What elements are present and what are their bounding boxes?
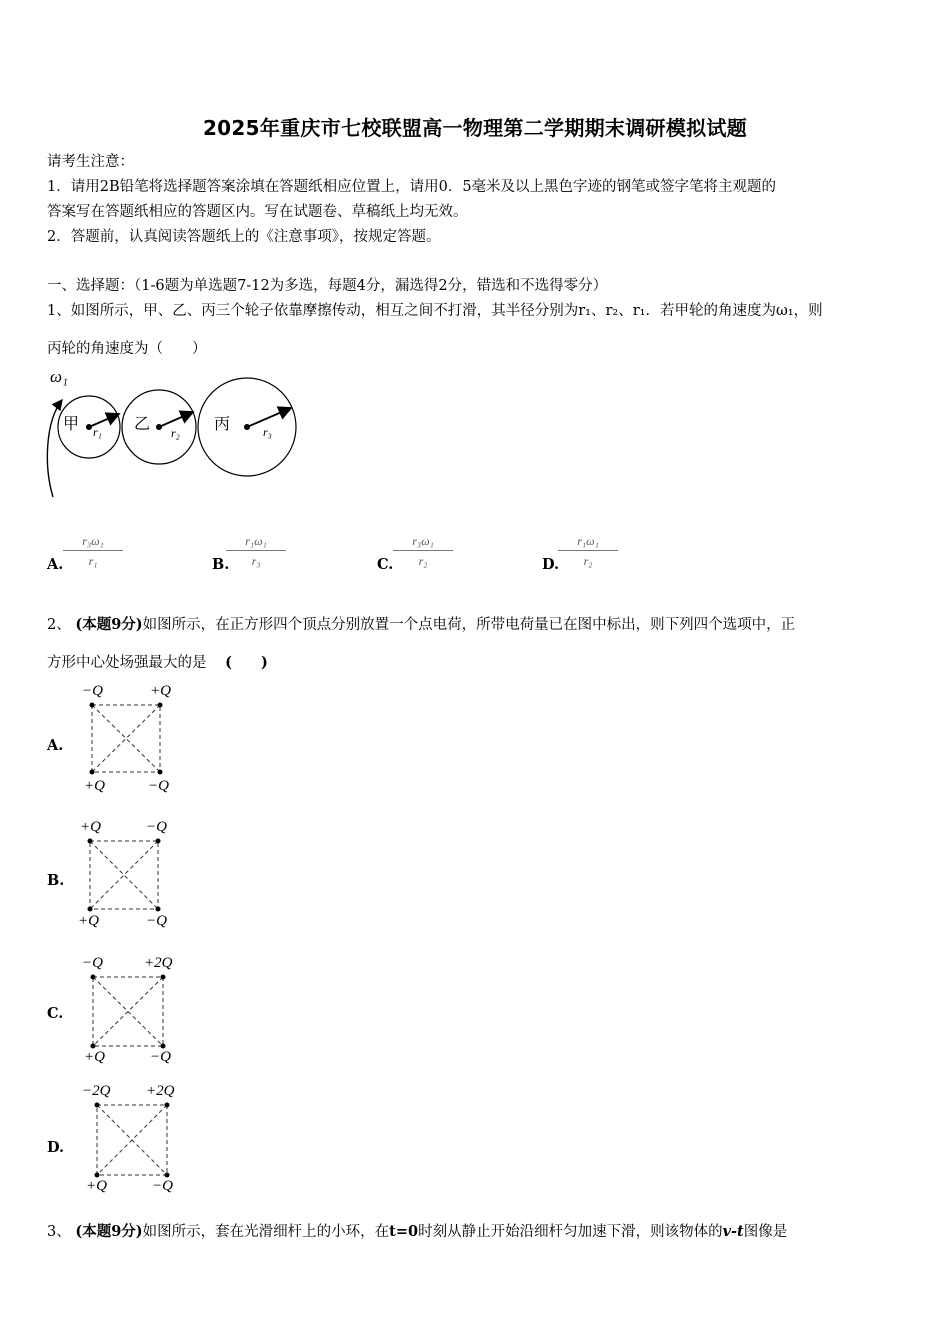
wheel-yi-radius: r₂ xyxy=(171,426,180,440)
section-heading: 一、选择题：（1-6题为单选题7-12为多选，每题4分，漏选得2分，错选和不选得零分） xyxy=(47,278,608,294)
q2-stem-text: 如图所示，在正方形四个顶点分别放置一个点电荷，所带电荷量已在图中标出，则下列四个选项中，正 xyxy=(142,617,796,633)
q1-option-c-num: r₃ω₁ xyxy=(393,534,453,551)
q2-b-top-left-charge: +Q xyxy=(80,819,101,835)
q1-option-a-fraction[interactable] xyxy=(63,534,123,569)
q2-option-d-label[interactable]: D. xyxy=(47,1139,65,1156)
q3-vt: v-t xyxy=(722,1223,744,1240)
q2-c-top-right-charge: +2Q xyxy=(144,955,173,971)
q2-b-top-right-charge: −Q xyxy=(146,819,167,835)
q3-t0: t=0 xyxy=(389,1223,419,1240)
q1-option-b-den: r₃ xyxy=(251,554,261,568)
notice-item-1-line-1: 1．请用2B铅笔将选择题答案涂填在答题纸相应位置上，请用0．5毫米及以上黑色字迹的钢笔或签字笔将主观题的 xyxy=(47,179,777,195)
q2-d-top-right-charge: +2Q xyxy=(146,1083,175,1099)
wheel-bing-radius: r₃ xyxy=(263,425,272,439)
q2-d-bottom-right-charge: −Q xyxy=(152,1178,173,1194)
q1-option-c-den: r₂ xyxy=(418,554,428,568)
q1-option-a-label[interactable]: A. xyxy=(47,556,64,573)
q2-a-square[interactable] xyxy=(86,699,166,779)
wheel-yi-name: 乙 xyxy=(134,416,151,433)
q2-c-bottom-left-charge: +Q xyxy=(84,1049,105,1065)
page-title: 2025年重庆市七校联盟高一物理第二学期期末调研模拟试题 xyxy=(202,116,748,140)
q2-number: 2、 xyxy=(47,617,71,633)
q3-score: (本题9分) xyxy=(75,1223,143,1240)
wheel-bing-name: 丙 xyxy=(214,416,231,433)
q3-text-c: 图像是 xyxy=(743,1224,788,1240)
notice-item-2: 2．答题前，认真阅读答题纸上的《注意事项》，按规定答题。 xyxy=(47,229,441,245)
q2-option-b-label[interactable]: B. xyxy=(47,872,65,889)
q3-text-b: 时刻从静止开始沿细杆匀加速下滑，则该物体的 xyxy=(418,1224,723,1240)
q2-d-top-left-charge: −2Q xyxy=(82,1083,111,1099)
rotation-arrow xyxy=(47,400,62,497)
q1-option-a-den: r₁ xyxy=(88,554,98,568)
q2-a-top-right-charge: +Q xyxy=(150,683,171,699)
q2-c-top-left-charge: −Q xyxy=(82,955,103,971)
q3-text-a: 如图所示，套在光滑细杆上的小环，在 xyxy=(142,1224,390,1240)
q1-option-c-fraction[interactable] xyxy=(393,534,453,569)
q2-score: (本题9分) xyxy=(75,616,143,633)
q2-a-bottom-left-charge: +Q xyxy=(84,778,105,794)
notice-heading: 请考生注意： xyxy=(47,154,134,170)
q1-stem-line-1: 1、如图所示，甲、乙、丙三个轮子依靠摩擦传动，相互之间不打滑，其半径分别为r₁、r₂、r₁．若甲轮的角速度为ω₁，则 xyxy=(47,303,823,319)
q2-c-bottom-right-charge: −Q xyxy=(150,1049,171,1065)
q2-b-bottom-right-charge: −Q xyxy=(146,913,167,929)
q1-option-b-fraction[interactable] xyxy=(226,534,286,569)
q1-option-d-den: r₂ xyxy=(583,554,593,568)
q3-number: 3、 xyxy=(47,1224,71,1240)
q2-option-c-label[interactable]: C. xyxy=(47,1005,64,1022)
q1-option-d-num: r₁ω₁ xyxy=(558,534,618,551)
q2-a-top-left-charge: −Q xyxy=(82,683,103,699)
q2-d-bottom-left-charge: +Q xyxy=(86,1178,107,1194)
q2-stem-line-2 xyxy=(47,653,268,673)
q1-wheels-figure xyxy=(40,362,310,507)
q1-option-d-fraction[interactable] xyxy=(558,534,618,569)
q2-d-square[interactable] xyxy=(91,1099,173,1181)
q1-option-d-label[interactable]: D. xyxy=(542,556,560,573)
q1-option-b-num: r₁ω₁ xyxy=(226,534,286,551)
omega-label: ω₁ xyxy=(50,367,68,386)
q1-stem-line-2: 丙轮的角速度为（ ） xyxy=(47,341,207,357)
q1-option-b-label[interactable]: B. xyxy=(212,556,230,573)
q3-stem-line-1 xyxy=(47,1222,787,1242)
q2-option-a-label[interactable]: A. xyxy=(47,737,64,754)
q2-a-bottom-right-charge: −Q xyxy=(148,778,169,794)
q2-b-bottom-left-charge: +Q xyxy=(78,913,99,929)
q2-b-square[interactable] xyxy=(84,835,164,915)
q1-option-c-label[interactable]: C. xyxy=(377,556,394,573)
q2-stem-line-1 xyxy=(47,615,795,635)
q2-stem-text-2: 方形中心处场强最大的是 xyxy=(47,655,207,671)
q2-answer-paren: ( ) xyxy=(225,654,268,671)
wheel-jia-name: 甲 xyxy=(63,416,80,433)
notice-item-1-line-2: 答案写在答题纸相应的答题区内。写在试题卷、草稿纸上均无效。 xyxy=(47,204,468,220)
wheel-jia-radius: r₁ xyxy=(93,425,102,439)
q2-c-square[interactable] xyxy=(87,971,169,1051)
q1-option-a-num: r₃ω₁ xyxy=(63,534,123,551)
